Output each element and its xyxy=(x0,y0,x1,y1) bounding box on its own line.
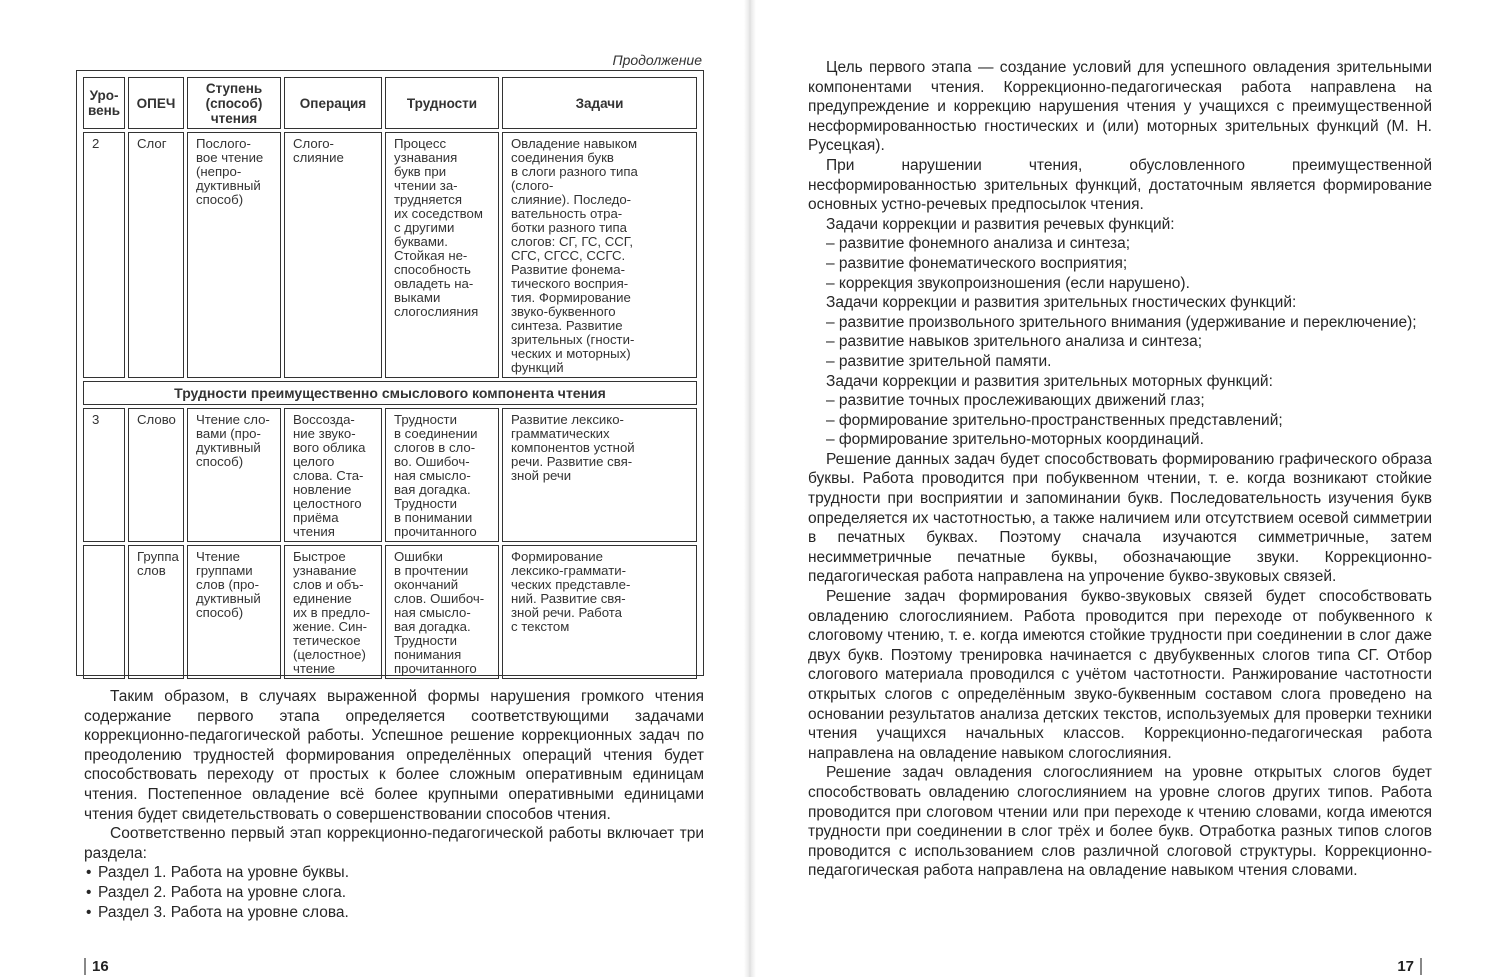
list-item: • Раздел 1. Работа на уровне буквы. xyxy=(84,863,704,883)
list-item: • Раздел 3. Работа на уровне слова. xyxy=(84,903,704,923)
table-row xyxy=(83,132,697,378)
table-cell: 3 xyxy=(83,408,125,542)
header-level: Уро- вень xyxy=(83,77,125,129)
table-row xyxy=(83,545,697,679)
table-cell: Группа слов xyxy=(128,545,184,679)
paragraph: Цель первого этапа — создание условий для успешного овладения зрительными компонентами чтения. Коррекционно-педагогическая работа направлена на предупреждение и коррекцию нарушения чтения у учащихся с преимущественной несформированностью гностических и (или) моторных зрительных функций (М. Н. Русецкая). xyxy=(808,59,1432,155)
table-header-row xyxy=(83,77,697,129)
left-body-text xyxy=(84,687,704,922)
right-body-text xyxy=(808,58,1432,881)
page-number: 16 xyxy=(84,958,109,975)
table-cell: Овладение навыком соединения букв в слоги разного типа (слого- слияние). Последо- вательность отра- ботки разного типа слогов: СГ, ГС, ССГ, СГС, СГСС, ССГС. Развитие фонема- тического восприя- тия. Формирование звуко-буквенного синтеза. Развитие зрительных (гности- ческих и моторных) функций xyxy=(502,132,697,378)
table-cell: Формирование лексико-граммати- ческих представле- ний. Развитие свя- зной речи. Работа с текстом xyxy=(502,545,697,679)
header-operation: Операция xyxy=(284,77,382,129)
list-item: – развитие произвольного зрительного внимания (удерживание и переключение); xyxy=(826,313,1417,331)
paragraph: Таким образом, в случаях выраженной формы нарушения громкого чтения содержание первого этапа определяется соответствующими задачами коррекционно-педагогической работы. Успешное решение коррекционных задач по преодолению трудностей формирования определённых операций чтения будет способствовать переходу от простых к более сложным оперативным единицам чтения. Постепенное овладение всё более крупными оперативными единицами чтения будет свидетельствовать о совершенствовании способов чтения. xyxy=(84,688,704,823)
table-cell: Слого- слияние xyxy=(284,132,382,378)
paragraph: Решение данных задач будет способствовать формированию графического образа буквы. Работа проводится при побуквенном чтении, т. е. когда возникают стойкие трудности при восприятии и запоминании букв. Последовательность изучения букв определяется их частотностью, а также наличием или отсутствием осевой симметрии в печатных буквах. Поэтому сначала изучаются симметричные, затем несимметричные печатные буквы, обозначающие звуки. Коррекционно-педагогическая работа направлена на упрочение букво-звуковых связей. xyxy=(808,450,1432,586)
table-cell: Трудности в соединении слогов в сло- во. Ошибоч- ная смысло- вая догадка. Трудности в понимании прочитанного xyxy=(385,408,499,542)
list-item: – развитие зрительной памяти. xyxy=(826,352,1052,370)
list-item: – развитие фонемного анализа и синтеза; xyxy=(826,235,1131,253)
header-difficulties: Трудности xyxy=(385,77,499,129)
list-item: – коррекция звукопроизношения (если нарушено). xyxy=(826,274,1190,292)
table-cell: Развитие лексико- грамматических компонентов устной речи. Развитие свя- зной речи xyxy=(502,408,697,542)
table-cell: Быстрое узнавание слов и объ- единение их в предло- жение. Син- тетическое (целостное) чтение xyxy=(284,545,382,679)
table-cell: 2 xyxy=(83,132,125,378)
table-cell: Чтение группами слов (про- дуктивный способ) xyxy=(187,545,281,679)
continuation-label: Продолжение xyxy=(612,52,702,68)
table-row xyxy=(83,408,697,542)
header-stage: Ступень (способ) чтения xyxy=(187,77,281,129)
list-item: – формирование зрительно-пространственных представлений; xyxy=(826,411,1283,429)
list-item: – развитие точных прослеживающих движений глаз; xyxy=(826,392,1205,410)
header-tasks: Задачи xyxy=(502,77,697,129)
table-cell xyxy=(83,545,125,679)
subheading: Задачи коррекции и развития зрительных гностических функций: xyxy=(826,294,1297,312)
subheading: Задачи коррекции и развития речевых функций: xyxy=(826,215,1175,233)
list-item: • Раздел 2. Работа на уровне слога. xyxy=(84,883,704,903)
section-list xyxy=(84,863,704,922)
table-cell: Слово xyxy=(128,408,184,542)
table-cell: Ошибки в прочтении окончаний слов. Ошибоч- ная смысло- вая догадка. Трудности понимания прочитанного xyxy=(385,545,499,679)
paragraph: Решение задач формирования букво-звуковых связей будет способствовать овладению слогослиянием. Работа проводится при переходе от побуквенного к слоговому чтению, т. е. когда имеются стойкие трудности при соединении в слог даже двух букв. Поэтому тренировка начинается с двубуквенных слогов типа СГ. Отбор слогового материала проводился с учётом частотности. Ранжирование частотности открытых слогов с определённым звуко-буквенным составом слога проведено на основании результатов анализа детских текстов, используемых для проверки техники чтения учащихся начальных классов. Коррекционно-педагогическая работа направлена на овладение навыком слогослияния. xyxy=(808,588,1432,762)
page-number: 17 xyxy=(1397,958,1422,975)
right-page xyxy=(752,0,1500,977)
table-cell: Процесс узнавания букв при чтении за- трудняется их соседством с другими буквами. Стойкая не- способность овладеть на- выками слогослияния xyxy=(385,132,499,378)
left-page xyxy=(0,0,748,977)
paragraph: Решение задач овладения слогослиянием на уровне открытых слогов будет способствовать овладению слогослиянием на уровне слогов других типов. Работа проводится при слоговом чтении или при переходе к чтению словами, когда имеются трудности при соединении в слог трёх и более букв. Отработка разных типов слогов проводится с использованием слов различной слоговой структуры. Коррекционно-педагогическая работа направлена на овладение навыком чтения словами. xyxy=(808,764,1432,880)
table-cell: Чтение сло- вами (про- дуктивный способ) xyxy=(187,408,281,542)
header-opech: ОПЕЧ xyxy=(128,77,184,129)
list-item: – формирование зрительно-моторных координаций. xyxy=(826,431,1204,449)
table-cell: Слог xyxy=(128,132,184,378)
paragraph: При нарушении чтения, обусловленного преимущественной несформированностью зрительных функций, достаточным является формирование основных устно-речевых предпосылок чтения. xyxy=(808,156,1432,214)
list-item: – развитие фонематического восприятия; xyxy=(826,254,1128,272)
section-heading: Трудности преимущественно смыслового компонента чтения xyxy=(83,381,697,405)
table-cell: Воссозда- ние звуко- вого облика целого слова. Ста- новление целостного приёма чтения xyxy=(284,408,382,542)
table-cell: Послого- вое чтение (непро- дуктивный способ) xyxy=(187,132,281,378)
table-section-row xyxy=(83,381,697,405)
list-item: – развитие навыков зрительного анализа и синтеза; xyxy=(826,333,1203,351)
paragraph: Соответственно первый этап коррекционно-педагогической работы включает три раздела: xyxy=(84,825,704,862)
reading-levels-table xyxy=(76,70,704,676)
subheading: Задачи коррекции и развития зрительных моторных функций: xyxy=(826,372,1273,390)
